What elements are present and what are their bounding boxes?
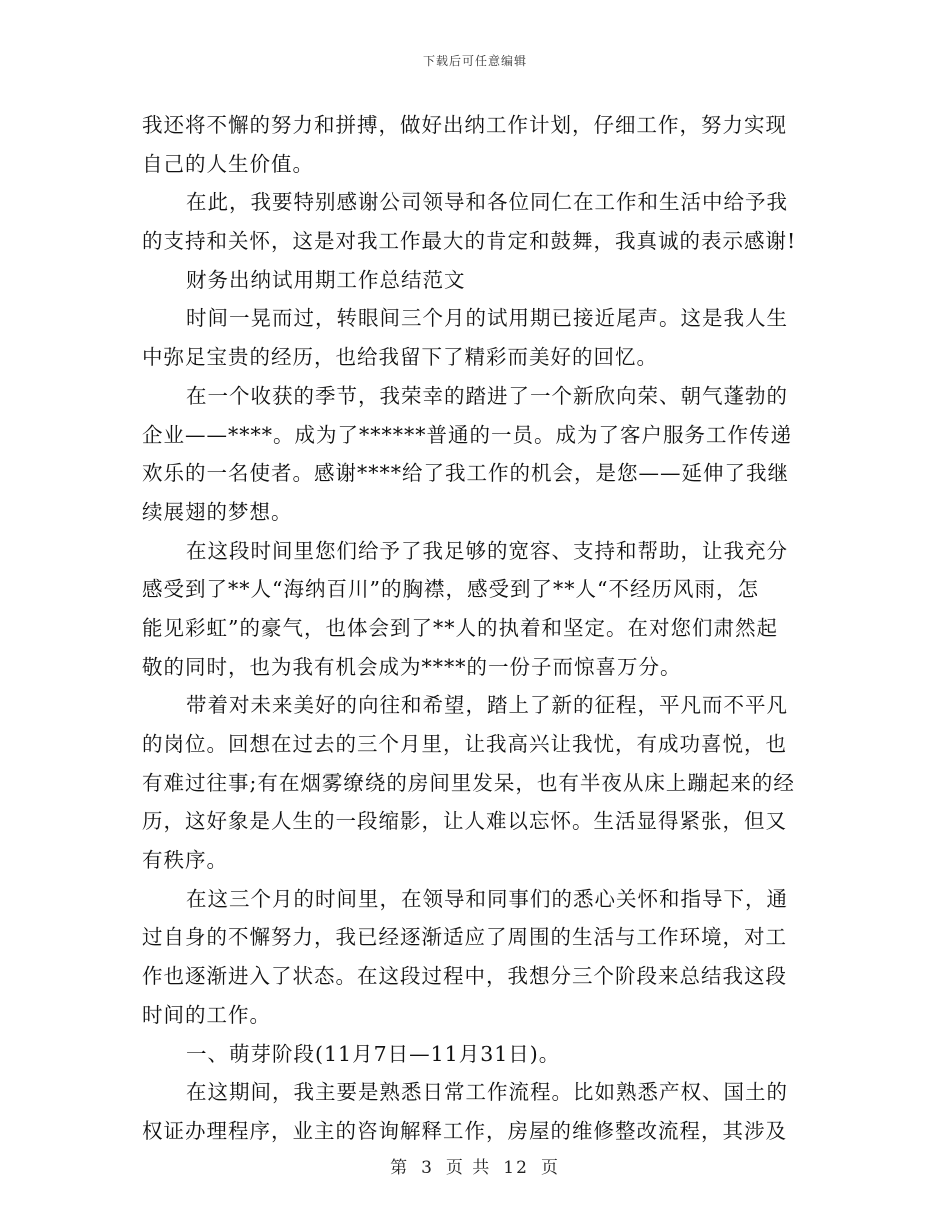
- text-line: 在这期间，我主要是熟悉日常工作流程。比如熟悉产权、国土的: [186, 1080, 788, 1105]
- footer-page-number: 3: [421, 1158, 434, 1178]
- text-line: 过自身的不懈努力，我已经逐渐适应了周围的生活与工作环境，对工: [142, 925, 787, 950]
- footer-middle: 页 共: [445, 1158, 492, 1178]
- text-line: 在这段时间里您们给予了我足够的宽容、支持和帮助，让我充分: [186, 538, 788, 563]
- footer-total-pages: 12: [503, 1158, 529, 1178]
- text-line: 续展翅的梦想。: [142, 499, 293, 524]
- page-footer: [0, 1153, 950, 1178]
- text-line: 的岗位。回想在过去的三个月里，让我高兴让我忧，有成功喜悦，也: [142, 732, 787, 756]
- page-header: 下载后可任意编辑: [422, 54, 527, 68]
- footer-prefix: 第: [390, 1158, 410, 1178]
- text-line: 企业——****。成为了******普通的一员。成为了客户服务工作传递: [142, 422, 792, 447]
- text-line: 一、萌芽阶段(11月7日—11月31日)。: [186, 1041, 561, 1066]
- text-line: 时间的工作。: [142, 1002, 271, 1027]
- text-line: 作也逐渐进入了状态。在这段过程中，我想分三个阶段来总结我这段: [142, 964, 787, 989]
- text-line: 在这三个月的时间里，在领导和同事们的悉心关怀和指导下，通: [186, 886, 788, 911]
- text-line: 财务出纳试用期工作总结范文: [186, 267, 466, 292]
- text-line: 带着对未来美好的向往和希望，踏上了新的征程，平凡而不平凡: [186, 693, 788, 718]
- text-line: 在此，我要特别感谢公司领导和各位同仁在工作和生活中给予我: [186, 190, 788, 215]
- text-line: 时间一晃而过，转眼间三个月的试用期已接近尾声。这是我人生: [186, 306, 788, 331]
- text-line: 敬的同时，也为我有机会成为****的一份子而惊喜万分。: [142, 654, 682, 679]
- text-line: 历，这好象是人生的一段缩影，让人难以忘怀。生活显得紧张，但又: [142, 809, 787, 834]
- document-body: [142, 106, 810, 1151]
- footer-suffix: 页: [540, 1158, 560, 1178]
- text-line: 权证办理程序，业主的咨询解释工作，房屋的维修整改流程，其涉及: [142, 1118, 787, 1143]
- text-line: 能见彩虹”的豪气，也体会到了**人的执着和坚定。在对您们肃然起: [142, 615, 778, 640]
- text-line: 自己的人生价值。: [142, 151, 314, 176]
- text-line: 有难过往事;有在烟雾缭绕的房间里发呆，也有半夜从床上蹦起来的经: [142, 770, 795, 795]
- text-line: 我还将不懈的努力和拼搏，做好出纳工作计划，仔细工作，努力实现: [142, 113, 787, 137]
- text-line: 中弥足宝贵的经历，也给我留下了精彩而美好的回忆。: [142, 345, 658, 370]
- text-line: 感受到了**人“海纳百川”的胸襟，感受到了**人“不经历风雨，怎: [142, 577, 759, 602]
- text-line: 欢乐的一名使者。感谢****给了我工作的机会，是您——延伸了我继: [142, 461, 789, 486]
- text-line: 在一个收获的季节，我荣幸的踏进了一个新欣向荣、朝气蓬勃的: [186, 383, 788, 408]
- text-line: 有秩序。: [142, 848, 228, 873]
- text-line: 的支持和关怀，这是对我工作最大的肯定和鼓舞，我真诚的表示感谢!: [142, 229, 797, 254]
